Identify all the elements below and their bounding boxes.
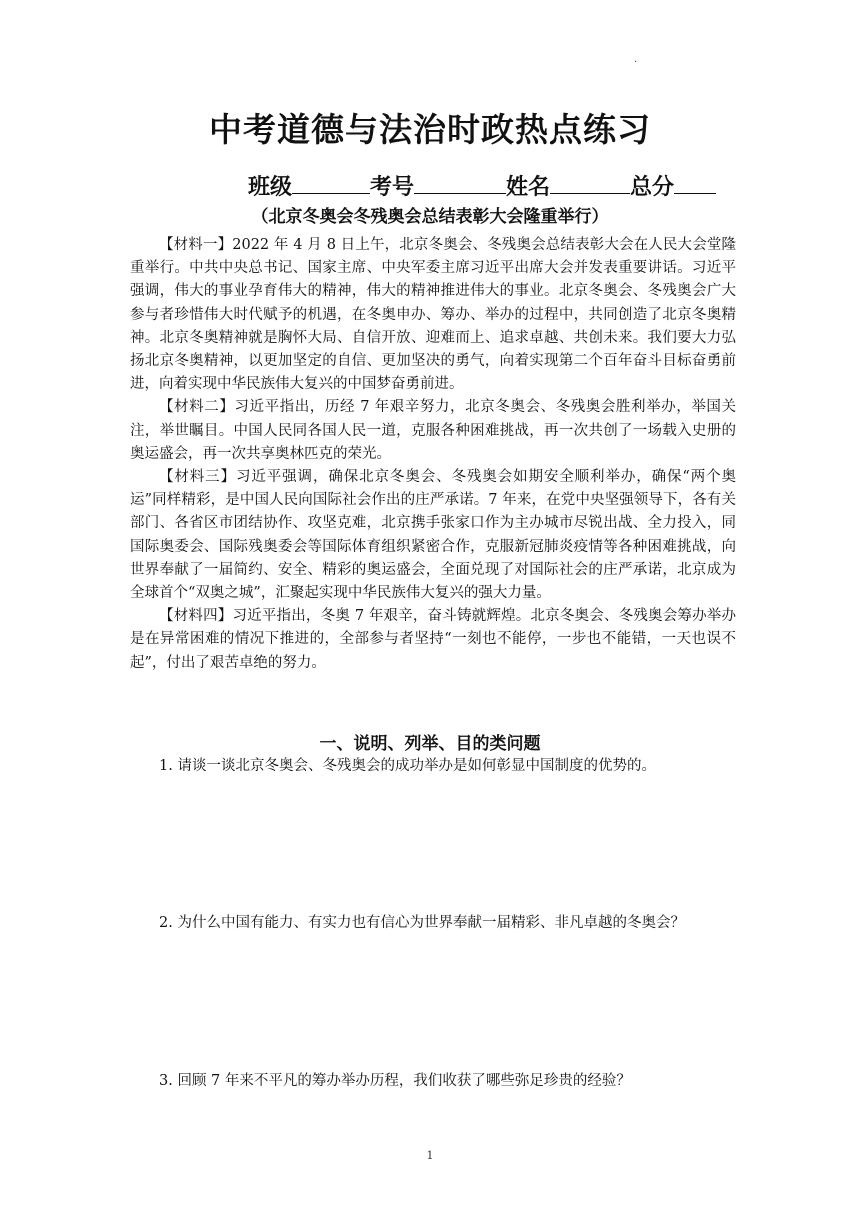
exam-no-blank[interactable] [414, 171, 506, 194]
material-paragraph [130, 396, 736, 466]
subtitle: （北京冬奥会冬残奥会总结表彰大会隆重举行） [251, 207, 609, 227]
total-blank[interactable] [674, 171, 716, 194]
material-paragraph [130, 605, 736, 675]
exam-no-label: 考号 [370, 175, 415, 200]
class-label: 班级 [248, 175, 293, 200]
material-label: 【材料二】 [159, 399, 235, 416]
material-text: 2022 年 4 月 8 日上午，北京冬奥会、冬残奥会总结表彰大会在人民大会堂隆重举行。中共中央总书记、国家主席、中央军委主席习近平出席大会并发表重要讲话。习近平强调，伟大的事业孕育伟大的精神，伟大的精神推进伟大的事业。北京冬奥会、冬残奥会广大参与者珍惜伟大时代赋予的机遇，在冬奥申办、筹办、举办的过程中，共同创造了北京冬奥精神。北京冬奥精神就是胸怀大局、自信开放、迎难而上、追求卓越、共创未来。我们要大力弘扬北京冬奥精神，以更加坚定的自信、更加坚决的勇气，向着实现第二个百年奋斗目标奋勇前进，向着实现中华民族伟大复兴的中国梦奋勇前进。 [130, 237, 737, 393]
class-blank[interactable] [292, 171, 370, 194]
total-label: 总分 [630, 175, 675, 200]
section-title: 一、说明、列举、目的类问题 [319, 734, 541, 754]
materials [130, 234, 736, 675]
material-paragraph [130, 466, 736, 605]
question-3: 3. 回顾 7 年来不平凡的筹办举办历程，我们收获了哪些弥足珍贵的经验？ [159, 1073, 631, 1089]
material-text: 习近平指出，历经 7 年艰辛努力，北京冬奥会、冬残奥会胜利举办，举国关注，举世瞩目。中国人民同各国人民一道，克服各种困难挑战，再一次共创了一场载入史册的奥运盛会，再一次共享奥林匹克的荣光。 [130, 399, 736, 462]
material-label: 【材料三】 [159, 469, 236, 486]
material-label: 【材料一】 [159, 237, 233, 253]
student-info-fields [248, 170, 716, 201]
material-label: 【材料四】 [159, 608, 233, 625]
question-1: 1. 请谈一谈北京冬奥会、冬残奥会的成功举办是如何彰显中国制度的优势的。 [159, 758, 656, 774]
material-paragraph [130, 234, 736, 396]
name-label: 姓名 [506, 175, 551, 200]
question-2: 2. 为什么中国有能力、有实力也有信心为世界奉献一届精彩、非凡卓越的冬奥会？ [159, 915, 685, 931]
page-number: 1 [426, 1149, 434, 1162]
material-text: 习近平指出，冬奥 7 年艰辛，奋斗铸就辉煌。北京冬奥会、冬残奥会筹办举办是在异常困难的情况下推进的，全部参与者坚持“一刻也不能停，一步也不能错，一天也误不起”，付出了艰苦卓绝的努力。 [130, 608, 736, 671]
header-mark: . [634, 54, 638, 65]
page-title: 中考道德与法治时政热点练习 [209, 110, 651, 149]
material-text: 习近平强调，确保北京冬奥会、冬残奥会如期安全顺利举办，确保“两个奥运”同样精彩，是中国人民向国际社会作出的庄严承诺。7 年来，在党中央坚强领导下，各有关部门、各省区市团结协作、攻坚克难，北京携手张家口作为主办城市尽锐出战、全力投入，同国际奥委会、国际残奥委会等国际体育组织紧密合作，克服新冠肺炎疫情等各种困难挑战，向世界奉献了一届简约、安全、精彩的奥运盛会，全面兑现了对国际社会的庄严承诺，北京成为全球首个“双奥之城”，汇聚起实现中华民族伟大复兴的强大力量。 [130, 469, 737, 602]
name-blank[interactable] [550, 171, 630, 194]
